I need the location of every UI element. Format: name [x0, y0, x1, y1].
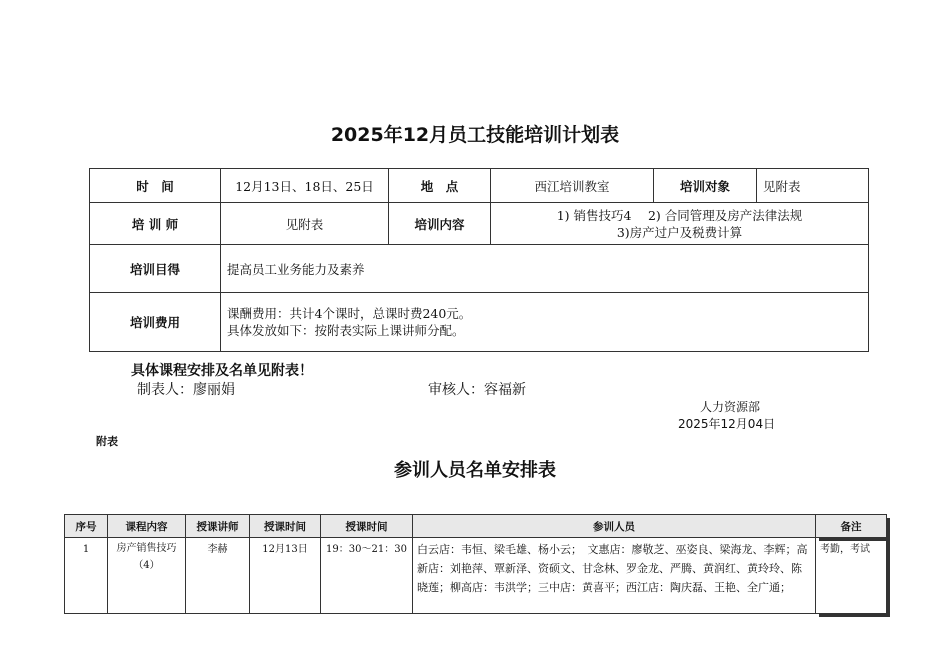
content-line-2: 3)房产过户及税费计算: [616, 224, 743, 240]
row-no: 1: [65, 538, 108, 614]
content-value: [491, 203, 869, 245]
target-value: 见附表: [757, 169, 869, 203]
row-course: 房产销售技巧（4）: [108, 538, 186, 614]
appendix-label: 附表: [96, 435, 118, 448]
fee-label: 培训费用: [90, 293, 221, 352]
header-time: 授课时间: [321, 515, 413, 538]
place-value: 西江培训教室: [491, 169, 654, 203]
goal-label: 培训目得: [90, 245, 221, 293]
header-date: 授课时间: [250, 515, 321, 538]
content-line-1: 1) 销售技巧4 2) 合同管理及房产法律法规: [556, 207, 803, 223]
time-value: 12月13日、18日、25日: [221, 169, 389, 203]
table-row: [65, 538, 887, 614]
content-label: 培训内容: [389, 203, 491, 245]
goal-value: 提高员工业务能力及素养: [221, 245, 869, 293]
trainer-value: 见附表: [221, 203, 389, 245]
fee-line-2: 具体发放如下：按附表实际上课讲师分配。: [227, 323, 465, 338]
row-lecturer: 李赫: [186, 538, 250, 614]
roster-title: 参训人员名单安排表: [394, 460, 556, 481]
page-title: 2025年12月员工技能培训计划表: [330, 124, 620, 146]
fee-line-1: 课酬费用：共计4个课时，总课时费240元。: [227, 306, 472, 321]
header-remark: 备注: [816, 515, 887, 538]
place-label: 地 点: [389, 169, 491, 203]
trainer-label: 培 训 师: [90, 203, 221, 245]
row-participants: 白云店：韦恒、梁毛雄、杨小云； 文惠店：廖敬芝、巫姿良、梁海龙、李辉；高新店：刘艳萍、覃新泽、资硕文、甘念林、罗金龙、严腾、黄润红、黄玲玲、陈晓莲；柳高店：韦洪学；三中店：黄喜平；西江店：陶庆磊、王艳、全广通；: [413, 538, 816, 614]
header-participants: 参训人员: [413, 515, 816, 538]
department-name: 人力资源部: [700, 400, 761, 414]
row-time: 19：30～21：30: [321, 538, 413, 614]
fee-value: [221, 293, 869, 352]
training-plan-table: [89, 168, 869, 352]
header-lecturer: 授课讲师: [186, 515, 250, 538]
reviewer-name: 审核人：容福新: [428, 382, 526, 398]
target-label: 培训对象: [654, 169, 757, 203]
roster-table: [64, 514, 887, 614]
time-label: 时 间: [90, 169, 221, 203]
issue-date: 2025年12月04日: [678, 417, 776, 431]
schedule-note: 具体课程安排及名单见附表！: [131, 363, 313, 379]
row-remark: 考勤，考试: [816, 538, 887, 614]
maker-name: 制表人：廖丽娟: [137, 382, 235, 398]
header-no: 序号: [65, 515, 108, 538]
row-date: 12月13日: [250, 538, 321, 614]
header-course: 课程内容: [108, 515, 186, 538]
